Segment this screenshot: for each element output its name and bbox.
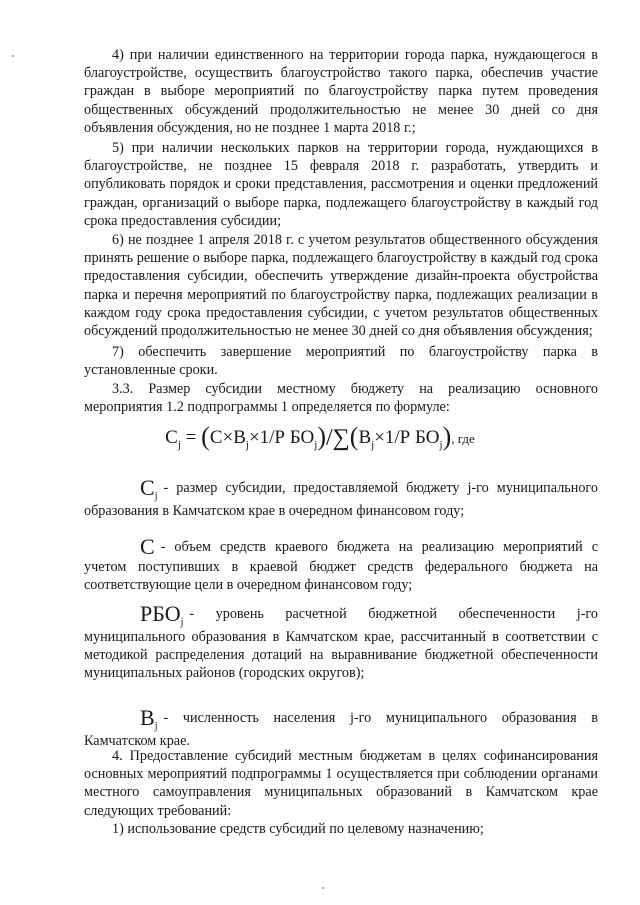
paragraph-item-7: 7) обеспечить завершение мероприятий по благоустройству парка в установленные сроки.: [84, 344, 598, 379]
paragraph-item-4: 4) при наличии единственного на территории города парка, нуждающегося в благоустройстве, осуществить благоустройство такого парка, обеспечив участие граждан в выборе мероприятий по благоустройству парка путем проведения общественных обсуждений продолжительностью не менее 30 дней со дня объявления обсуждения, но не позднее 1 марта 2018 г.;: [84, 47, 598, 136]
paragraph-4-item-1: 1) использование средств субсидий по целевому назначению;: [112, 821, 484, 837]
symbol-c: С: [140, 534, 155, 559]
definition-bj: $В_j-$ численность населения j-го муниципального образования в Камчатском крае.: [84, 705, 598, 749]
scan-speck: [322, 887, 324, 889]
formula-lhs: С: [165, 427, 178, 448]
paragraph-item-6: 6) не позднее 1 апреля 2018 г. с учетом результатов общественного обсуждения принять решение о выборе парка, подлежащего благоустройству в каждый год срока предоставления субсидии, обеспечить утверждение дизайн-проекта обустройства парка и перечня мероприятий по благоустройству парка, подлежащих реализации в каждом году срока предоставления субсидии, с учетом результатов общественных обсуждений продолжительностью не менее 30 дней со дня объявления обсуждения;: [84, 232, 598, 340]
symbol-bj: $В_j$: [140, 705, 158, 732]
symbol-cj: $С_j$: [140, 475, 158, 502]
paragraph-item-5: 5) при наличии нескольких парков на территории города, нуждающихся в благоустройстве, не позднее 15 февраля 2018 г. разработать, утвердить и опубликовать порядок и сроки представления, рассмотрения и оценки предложений граждан, организаций о выборе парка, подлежащего благоустройству в каждый год срока предоставления субсидии;: [84, 140, 598, 229]
paragraph-4: 4. Предоставление субсидий местным бюджетам в целях софинансирования основных мероприятий подпрограммы 1 осуществляется при соблюдении органами местного самоуправления муниципальных образований в Камчатском крае следующих требований:: [84, 748, 598, 819]
subsidy-formula: $С_j = (С\times В_j\times 1/Р$ $БО_j)/\sum(В_j\times 1/Р$ $БО_j$), где: [165, 422, 475, 451]
symbol-rbo: $РБО_j$: [140, 601, 184, 628]
definition-rbo: $РБО_j-$ уровень расчетной бюджетной обеспеченности j-го муниципального образования в Камчатском крае, рассчитанный в соответствии с методикой распределения дотаций на выравнивание бюджетной обеспеченности муниципальных районов (городских округов);: [84, 601, 598, 682]
scan-speck: [12, 55, 14, 57]
definition-cj: $С_j-$ размер субсидии, предоставляемой бюджету j-го муниципального образования в Камчатском крае в очередном финансовом году;: [84, 475, 598, 519]
formula-sum-sign: /∑: [325, 425, 350, 451]
paragraph-3-3: 3.3. Размер субсидии местному бюджету на реализацию основного мероприятия 1.2 подпрограммы 1 определяется по формуле:: [84, 381, 598, 416]
definition-c: С - объем средств краевого бюджета на реализацию мероприятий с учетом поступивших в краевой бюджет средств федерального бюджета на соответствующие цели в очередном финансовом году;: [84, 534, 598, 594]
